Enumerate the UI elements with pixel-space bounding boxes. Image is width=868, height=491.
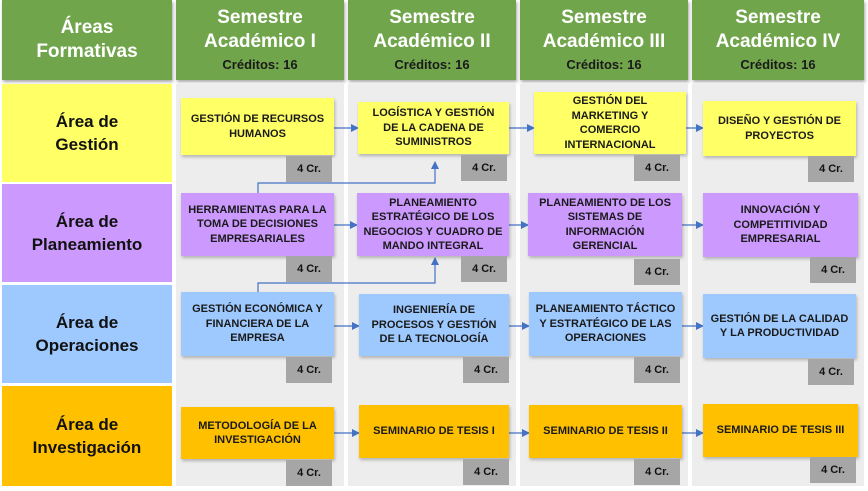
- course-seminario-tesis-2: SEMINARIO DE TESIS II: [529, 405, 682, 458]
- semester-2-line2: Académico II: [373, 31, 491, 52]
- header-areas-line2: Formativas: [36, 41, 138, 62]
- semester-1-credits: Créditos: 16: [222, 57, 298, 72]
- course-logistica-cadena: LOGÍSTICA Y GESTIÓN DE LA CADENA DE SUMINISTROS: [358, 102, 509, 154]
- course-calidad-productividad: GESTIÓN DE LA CALIDAD Y LA PRODUCTIVIDAD: [703, 294, 856, 358]
- credit-badge: 4 Cr.: [463, 459, 509, 485]
- semester-2-line1: Semestre: [389, 7, 475, 28]
- credit-badge: 4 Cr.: [634, 459, 680, 485]
- credit-badge: 4 Cr.: [286, 256, 332, 282]
- credit-badge: 4 Cr.: [808, 156, 854, 182]
- row-investigacion-line1: Área de: [55, 415, 119, 434]
- course-gestion-recursos-humanos: GESTIÓN DE RECURSOS HUMANOS: [181, 98, 334, 155]
- row-operaciones-line2: Operaciones: [35, 336, 139, 355]
- course-innovacion-competitividad: INNOVACIÓN Y COMPETITIVIDAD EMPRESARIAL: [703, 193, 858, 257]
- header-areas-line1: Áreas: [60, 17, 114, 38]
- row-gestion-line1: Área de: [55, 112, 119, 131]
- credit-badge: 4 Cr.: [634, 155, 680, 181]
- credit-badge: 4 Cr.: [810, 257, 856, 283]
- semester-4-line2: Académico IV: [715, 31, 841, 52]
- credit-badge: 4 Cr.: [634, 357, 680, 383]
- course-sistemas-informacion: PLANEAMIENTO DE LOS SISTEMAS DE INFORMACIÓN GERENCIAL: [528, 193, 682, 256]
- course-metodologia-investigacion: METODOLOGÍA DE LA INVESTIGACIÓN: [181, 407, 334, 459]
- credit-badge: 4 Cr.: [286, 156, 332, 182]
- row-planeamiento-line2: Planeamiento: [31, 235, 143, 254]
- arrow-herramientas-to-logistica: [258, 162, 435, 193]
- credit-badge: 4 Cr.: [286, 460, 332, 486]
- credit-badge: 4 Cr.: [461, 155, 507, 181]
- semester-4-line1: Semestre: [735, 7, 821, 28]
- course-seminario-tesis-3: SEMINARIO DE TESIS III: [703, 404, 858, 457]
- semester-1-line1: Semestre: [217, 7, 303, 28]
- row-investigacion-line2: Investigación: [32, 438, 142, 457]
- credit-badge: 4 Cr.: [810, 457, 856, 483]
- course-herramientas-decisiones: HERRAMIENTAS PARA LA TOMA DE DECISIONES EMPRESARIALES: [181, 193, 334, 256]
- row-gestion-line2: Gestión: [55, 135, 119, 154]
- course-seminario-tesis-1: SEMINARIO DE TESIS I: [359, 405, 509, 458]
- semester-2-credits: Créditos: 16: [394, 57, 470, 72]
- credit-badge: 4 Cr.: [463, 357, 509, 383]
- course-diseno-proyectos: DISEÑO Y GESTIÓN DE PROYECTOS: [703, 101, 856, 156]
- semester-3-line2: Académico III: [542, 31, 666, 52]
- credit-badge: 4 Cr.: [461, 256, 507, 282]
- credit-badge: 4 Cr.: [808, 359, 854, 385]
- semester-3-line1: Semestre: [561, 7, 647, 28]
- course-marketing-comercio: GESTIÓN DEL MARKETING Y COMERCIO INTERNACIONAL: [534, 92, 686, 154]
- arrow-economica-to-estrategico: [258, 258, 435, 292]
- row-operaciones-line1: Área de: [55, 313, 119, 332]
- semester-1-line2: Académico I: [204, 31, 316, 52]
- credit-badge: 4 Cr.: [286, 357, 332, 383]
- course-ingenieria-procesos: INGENIERÍA DE PROCESOS Y GESTIÓN DE LA TECNOLOGÍA: [359, 294, 509, 356]
- course-planeamiento-estrategico: PLANEAMIENTO ESTRATÉGICO DE LOS NEGOCIOS Y CUADRO DE MANDO INTEGRAL: [357, 193, 509, 256]
- row-planeamiento-line1: Área de: [55, 212, 119, 231]
- course-gestion-economica: GESTIÓN ECONÓMICA Y FINANCIERA DE LA EMPRESA: [181, 292, 334, 356]
- semester-3-credits: Créditos: 16: [566, 57, 642, 72]
- credit-badge: 4 Cr.: [634, 259, 680, 285]
- course-planeamiento-tactico: PLANEAMIENTO TÁCTICO Y ESTRATÉGICO DE LAS OPERACIONES: [529, 292, 682, 356]
- semester-4-credits: Créditos: 16: [740, 57, 816, 72]
